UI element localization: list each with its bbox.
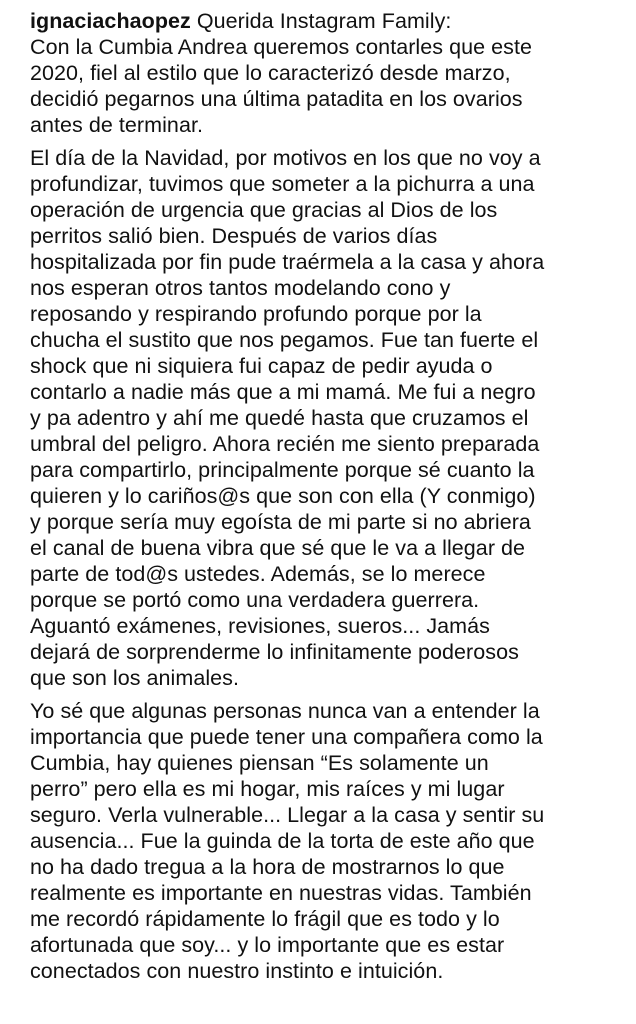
caption-greeting: Querida Instagram Family:: [190, 9, 452, 33]
caption-header: [30, 8, 624, 34]
caption-paragraph-3: Yo sé que algunas personas nunca van a entender la importancia que puede tener una compañera como la Cumbia, hay quienes piensan “Es solamente un perro” pero ella es mi hogar, mis raíces y mi lugar seguro. Verla vulnerable... Llegar a la casa y sentir su ausencia... Fue la guinda de la torta de este año que no ha dado tregua a la hora de mostrarnos lo que realmente es importante en nuestras vidas. También me recordó rápidamente lo frágil que es todo y lo afortunada que soy... y lo importante que es estar conectados con nuestro instinto e intuición.: [30, 699, 545, 983]
username-link[interactable]: ignaciachaopez: [30, 9, 191, 33]
caption-paragraph-2: El día de la Navidad, por motivos en los que no voy a profundizar, tuvimos que someter a la pichurra a una operación de urgencia que gracias al Dios de los perritos salió bien. Después de varios días hospitalizada por fin pude traérmela a la casa y ahora nos esperan otros tantos modelando cono y reposando y respirando profundo porque por la chucha el sustito que nos pegamos. Fue tan fuerte el shock que ni siquiera fui capaz de pedir ayuda o contarlo a nadie más que a mi mamá. Me fui a negro y pa adentro y ahí me quedé hasta que cruzamos el umbral del peligro. Ahora recién me siento preparada para compartirlo, principalmente porque sé cuanto la quieren y lo cariños@s que son con ella (Y conmigo) y porque sería muy egoísta de mi parte si no abriera el canal de buena vibra que sé que le va a llegar de parte de tod@s ustedes. Además, se lo merece porque se portó como una verdadera guerrera. Aguantó exámenes, revisiones, sueros... Jamás dejará de sorprenderme lo infinitamente poderosos que son los animales.: [30, 146, 545, 690]
post-caption: [30, 8, 624, 991]
caption-paragraph-1: Con la Cumbia Andrea queremos contarles que este 2020, fiel al estilo que lo caracterizó desde marzo, decidió pegarnos una última patadita en los ovarios antes de terminar.: [30, 35, 532, 137]
